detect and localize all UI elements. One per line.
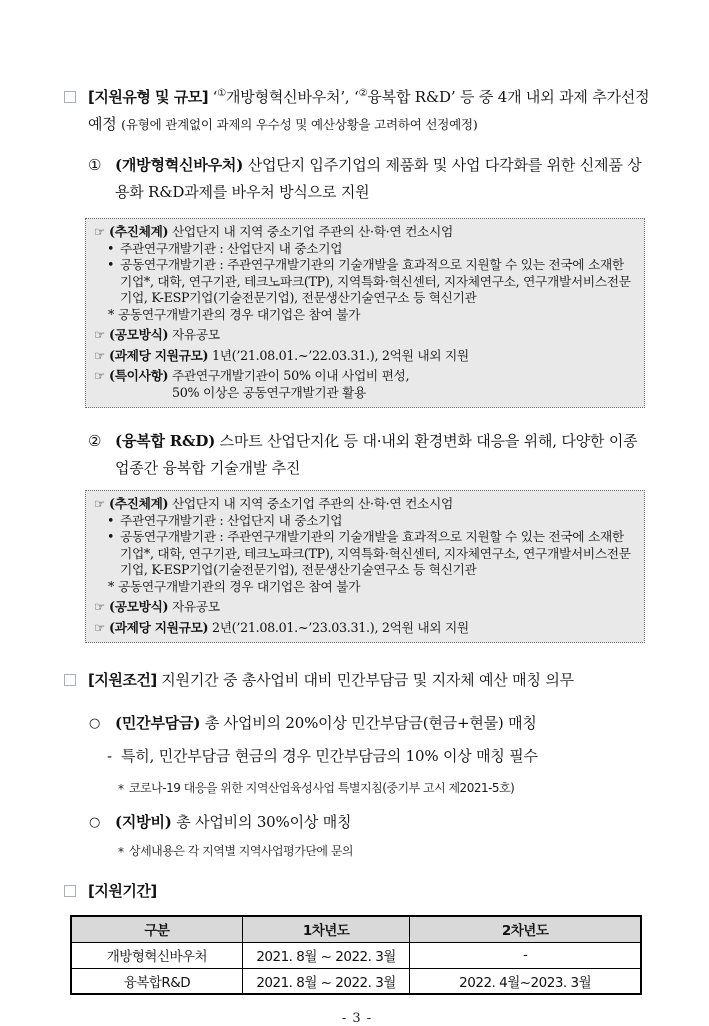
box-item-text: 주관연구개발기관 : 산업단지 내 중소기업 [120,240,343,256]
bullet-icon: • [107,529,115,544]
box-item [94,579,636,596]
box-item-label: (추진체계) [109,496,169,511]
item-text: 스마트 산업단지化 등 대·내외 환경변화 대응을 위해, 다양한 이종업종간 융복합 기술개발 추진 [115,432,638,477]
asterisk-icon: * [108,306,115,322]
table-cell: 개방형혁신바우처 [71,942,242,968]
item-label: (개방형혁신바우처) [115,156,244,174]
box-item-text: 공동연구개발기관 : 주관연구개발기관의 기술개발을 효과적으로 지원할 수 있는 전국에 소재한 기업*, 대학, 연구기관, 테크노파크(TP), 지역특화·혁신센터, 지자체연구소, 연구개발서비스전문기업, K-ESP기업(기술전문기업), 전문생산기술연구소 등 혁신기관 [120,257,631,305]
section-note: (유형에 관계없이 과제의 우수성 및 예산상황을 고려하여 선정예정) [121,117,478,132]
box-item-text: 주관연구개발기관이 50% 이내 사업비 편성, [168,368,410,383]
box-item [94,368,636,401]
box-item [94,496,636,513]
box-item-text: 공동연구개발기관의 경우 대기업은 참여 불가 [118,578,361,594]
pointing-hand-icon: ☞ [94,327,106,342]
pointing-hand-icon: ☞ [94,347,106,363]
condition-note-covid [63,779,651,797]
box-item [94,513,636,530]
section-text: 융복합 R&D’ 등 중 4개 내외 과제 추가선정 예정 [88,88,650,133]
detail-box-voucher [85,218,645,408]
box-item-text: 산업단지 내 지역 중소기업 주관의 산·학·연 컨소시엄 [168,496,453,511]
section-title: [지원조건] [88,671,157,689]
circled-2-superscript: ② [358,88,368,99]
box-item-label: (과제당 지원규모) [109,347,209,363]
bullet-icon: • [107,512,115,528]
box-item-label: (추진체계) [109,224,169,239]
box-item-continuation: 50% 이상은 공동연구개발기관 활용 [172,384,366,400]
section-text: ‘ [208,88,218,106]
box-item-text: 산업단지 내 지역 중소기업 주관의 산·학·연 컨소시엄 [168,224,453,239]
item-text: 산업단지 입주기업의 제품화 및 사업 다각화를 위한 신제품 상용화 R&D과제를 바우처 방식으로 지원 [115,156,642,201]
pointing-hand-icon: ☞ [94,368,106,383]
table-cell: 2022. 4월~2023. 3월 [410,968,641,994]
condition-text: 총 사업비의 20%이상 민간부담금(현금+현물) 매칭 [200,714,537,732]
item-label: (융복합 R&D) [115,432,216,450]
box-item [94,529,636,579]
box-item [94,327,636,344]
pointing-hand-icon: ☞ [94,224,106,239]
box-item-label: (과제당 지원규모) [109,619,209,635]
pointing-hand-icon: ☞ [94,496,106,511]
note-text: 코로나-19 대응을 위한 지역산업육성사업 특별지침(중기부 고시 제2021-5호) [129,781,515,795]
box-item [94,620,636,637]
box-item [94,224,636,241]
asterisk-icon: * [108,578,115,594]
table-cell: 2021. 8월 ~ 2022. 3월 [242,942,409,968]
section-support-period [63,878,651,905]
box-item [94,307,636,324]
box-item [94,257,636,307]
box-item-text: 공동연구개발기관의 경우 대기업은 참여 불가 [118,306,361,322]
condition-subitem-cash [63,743,651,769]
section-text: 지원기간 중 총사업비 대비 민간부담금 및 지자체 예산 매칭 의무 [156,671,574,689]
box-item-text: 1년(’21.08.01.~’22.03.31.), 2억원 내외 지원 [208,347,469,363]
table-header-cell: 2차년도 [410,916,641,942]
table-header-cell: 구분 [71,916,242,942]
box-item-label: (공모방식) [109,599,169,614]
box-item-text: 공동연구개발기관 : 주관연구개발기관의 기술개발을 효과적으로 지원할 수 있는 전국에 소재한 기업*, 대학, 연구기관, 테크노파크(TP), 지역특화·혁신센터, 지자체연구소, 연구개발서비스전문기업, K-ESP기업(기술전문기업), 전문생산기술연구소 등 혁신기관 [120,529,631,577]
support-period-table [70,915,642,995]
table-cell: - [410,942,641,968]
table-header-cell: 1차년도 [242,916,409,942]
box-item [94,599,636,616]
circle-marker: ○ [89,815,101,830]
box-item-text: 주관연구개발기관 : 산업단지 내 중소기업 [120,512,343,528]
pointing-hand-icon: ☞ [94,599,106,614]
bullet-icon: • [107,257,115,272]
bullet-icon: • [107,240,115,256]
item-open-innovation-voucher [63,152,651,206]
item-convergence-rnd [63,428,651,482]
table-row [71,942,641,968]
table-cell: 2021. 8월 ~ 2022. 3월 [242,968,409,994]
checkbox-icon [64,885,76,897]
circled-2-marker: ② [88,432,102,450]
condition-item-private-fund [63,710,651,737]
checkbox-icon [64,674,76,686]
box-item [94,348,636,365]
section-support-condition [63,667,651,694]
section-support-type [63,84,651,138]
box-item-label: (특이사항) [109,368,169,383]
pointing-hand-icon: ☞ [94,619,106,635]
page-number: - 3 - [341,1011,373,1026]
condition-item-local-fund [63,809,651,836]
condition-label: (지방비) [115,813,172,831]
detail-box-rnd [85,490,645,643]
circled-1-superscript: ① [217,88,226,99]
condition-text: 총 사업비의 30%이상 매칭 [171,813,352,831]
table-header-row [71,916,641,942]
checkbox-icon [64,91,76,103]
dash-marker: - [107,747,112,765]
asterisk-icon: * [118,845,124,859]
box-item-text: 자유공모 [168,327,220,342]
asterisk-icon: * [118,782,124,796]
box-item-label: (공모방식) [109,327,169,342]
note-text: 상세내용은 각 지역별 지역사업평가단에 문의 [129,844,354,858]
condition-note-detail [63,842,651,860]
box-item-text: 2년(’21.08.01.~’23.03.31.), 2억원 내외 지원 [208,619,469,635]
circle-marker: ○ [89,716,101,731]
box-item [94,241,636,258]
condition-text: 특히, 민간부담금 현금의 경우 민간부담금의 10% 이상 매칭 필수 [121,747,538,765]
section-title: [지원기간] [88,882,157,900]
section-text: 개방형혁신바우처’, ‘ [226,88,359,106]
table-row [71,968,641,994]
section-title: [지원유형 및 규모] [88,88,209,106]
box-item-text: 자유공모 [168,599,220,614]
condition-label: (민간부담금) [115,714,201,732]
table-cell: 융복합R&D [71,968,242,994]
circled-1-marker: ① [88,156,102,174]
